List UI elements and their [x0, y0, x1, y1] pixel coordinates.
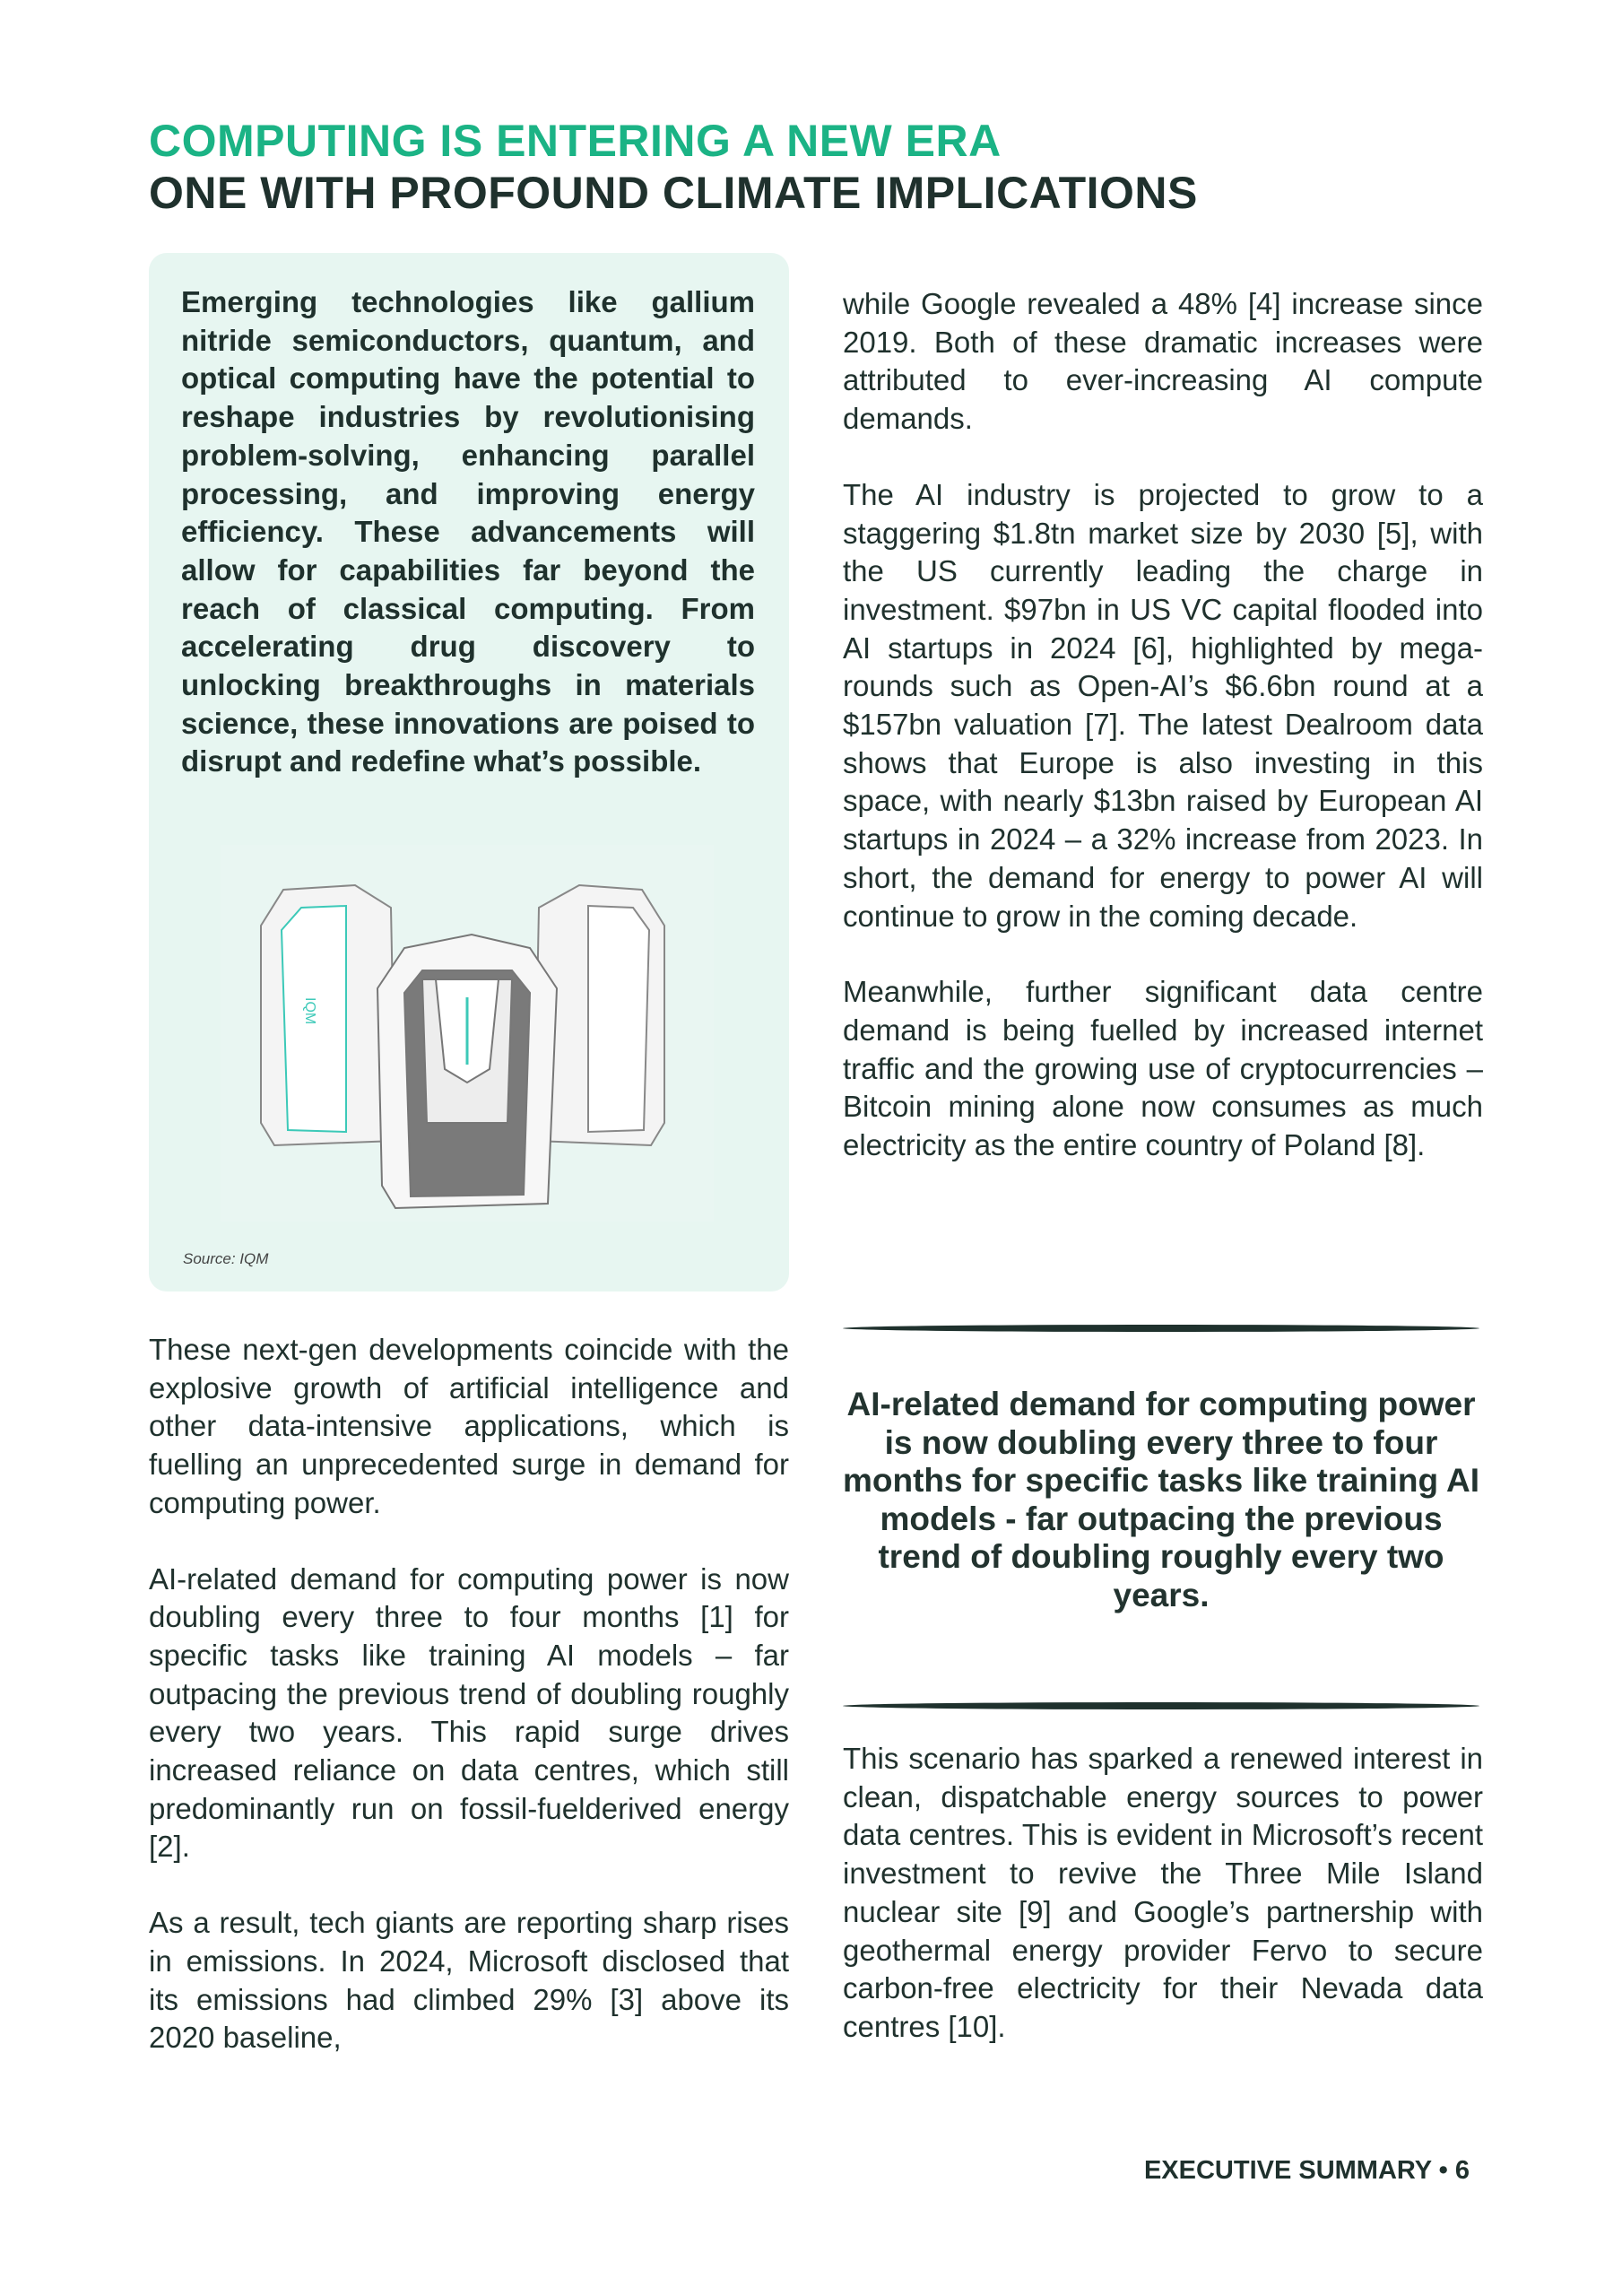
right-paragraph-4: This scenario has sparked a renewed interest in clean, dispatchable energy sources to power data centres. This is evident in Microsoft’s recent investment to revive the Three Mile Island nuclear site [9] and Google’s partnership with geothermal energy provider Fervo to secure carbon-free electricity for their Nevada data centres [10]. — [843, 1742, 1483, 2043]
left-paragraph-2: AI-related demand for computing power is now doubling every three to four months [1] for specific tasks like training AI models – far outpacing the previous trend of doubling roughly every two years. This rapid surge drives increased reliance on data centres, which still predominantly run on fossil-fuelderived energy [2]. — [149, 1561, 789, 1864]
title-line-1: COMPUTING IS ENTERING A NEW ERA — [149, 116, 1002, 166]
left-paragraph-1: These next-gen developments coincide with the explosive growth of artificial intelligence and other data-intensive applications, which is fuelling an unprecedented surge in demand for computing power. — [149, 1333, 789, 1519]
right-column-bottom — [843, 1740, 1483, 2047]
left-column — [149, 1331, 789, 2057]
right-paragraph-2: The AI industry is projected to grow to a staggering $1.8tn market size by 2030 [5], with the US currently leading the charge in investment. $97bn in US VC capital flooded into AI startups in 2024 [6], highlighted by mega-rounds such as Open-AI’s $6.6bn round at a $157bn valuation [7]. The latest Dealroom data shows that Europe is also investing in this space, with nearly $13bn raised by European AI startups in 2024 – a 32% increase from 2023. In short, the demand for energy to power AI will continue to grow in the coming decade. — [843, 477, 1483, 933]
sidebar-box-text: Emerging technologies like gallium nitride semiconductors, quantum, and optical computing have the potential to reshape industries by revolutionising problem-solving, enhancing parallel processing, and improving energy efficiency. These advancements will allow for capabilities far beyond the reach of classical computing. From accelerating drug discovery to unlocking breakthroughs in materials science, these innovations are poised to disrupt and redefine what’s possible. — [181, 285, 755, 778]
left-paragraph-3: As a result, tech giants are reporting sharp rises in emissions. In 2024, Microsoft disclosed that its emissions had climbed 29% [3] above its 2020 baseline, — [149, 1906, 789, 2055]
title-line-2: ONE WITH PROFOUND CLIMATE IMPLICATIONS — [149, 168, 1198, 218]
right-paragraph-3: Meanwhile, further significant data centre demand is being fuelled by increased internet traffic and the growing use of cryptocurrencies – Bitcoin mining alone now consumes as much electricity as the entire country of Poland [8]. — [843, 975, 1483, 1162]
page-title — [149, 115, 1198, 219]
quantum-computer-image — [221, 845, 714, 1222]
pull-quote: AI-related demand for computing power is now doubling every three to four months for specific tasks like training AI models - far outpacing the previous trend of doubling roughly every two years. — [842, 1386, 1480, 1613]
image-source-caption: Source: IQM — [183, 1250, 269, 1267]
pull-quote-top-rule — [843, 1325, 1479, 1332]
pull-quote-bottom-rule — [843, 1702, 1479, 1709]
center-unit — [377, 935, 557, 1208]
iqm-logo: IQM — [302, 997, 317, 1025]
right-paragraph-1: while Google revealed a 48% [4] increase since 2019. Both of these dramatic increases were attributed to ever-increasing AI compute demands. — [843, 287, 1483, 436]
page-footer: EXECUTIVE SUMMARY • 6 — [1143, 2156, 1470, 2185]
right-column-top — [843, 285, 1483, 1165]
left-unit — [261, 885, 395, 1145]
sidebar-box — [149, 253, 789, 1292]
